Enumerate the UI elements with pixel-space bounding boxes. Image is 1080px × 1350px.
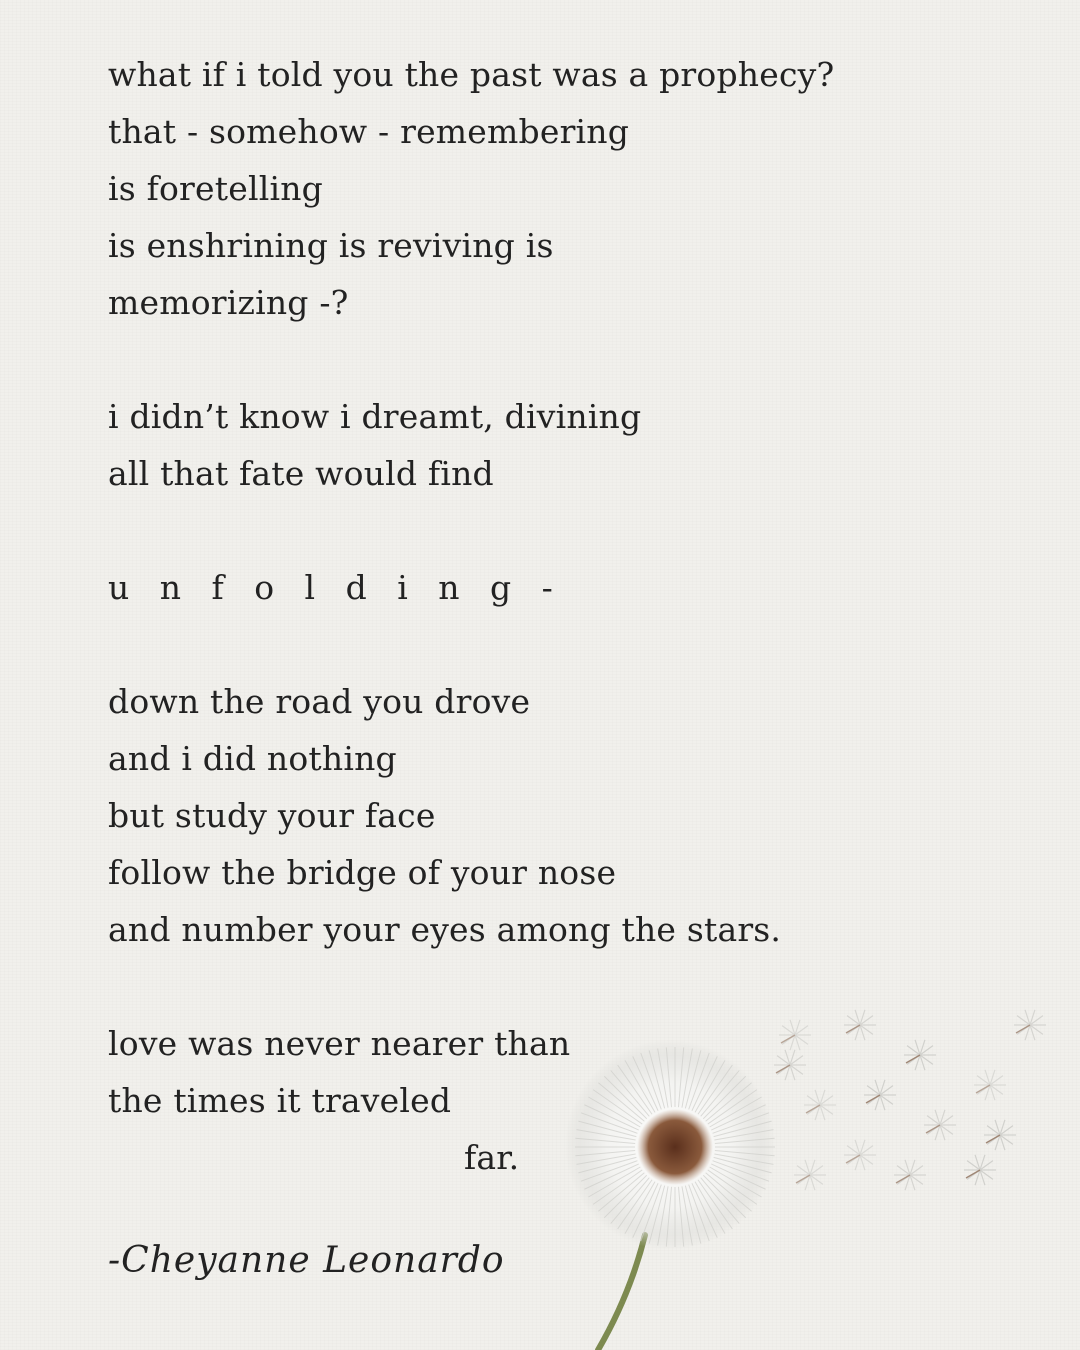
poem-line: is enshrining is reviving is [108, 226, 554, 265]
poem-line: memorizing -? [108, 283, 349, 322]
poem-line-indented: far. [464, 1138, 520, 1177]
poem-line: love was never nearer than [108, 1024, 571, 1063]
poem-line-unfolding: u n f o l d i n g - [108, 568, 563, 607]
poem-line: i didn’t know i dreamt, divining [108, 397, 642, 436]
stanza-4 [108, 673, 928, 958]
dandelion-icon [560, 995, 1080, 1350]
stanza-1 [108, 46, 928, 331]
author-signature: -Cheyanne Leonardo [108, 1240, 505, 1281]
poem-line: and i did nothing [108, 739, 397, 778]
poem-line: all that fate would find [108, 454, 494, 493]
poem-line: and number your eyes among the stars. [108, 910, 782, 949]
poem-line: down the road you drove [108, 682, 531, 721]
poem-line: that - somehow - remembering [108, 112, 630, 151]
stanza-3 [108, 559, 928, 616]
poem-line: the times it traveled [108, 1081, 452, 1120]
poem-line: but study your face [108, 796, 436, 835]
poem-line: is foretelling [108, 169, 323, 208]
stanza-2 [108, 388, 928, 502]
poem-line: follow the bridge of your nose [108, 853, 617, 892]
poem-line: what if i told you the past was a prophecy? [108, 55, 835, 94]
